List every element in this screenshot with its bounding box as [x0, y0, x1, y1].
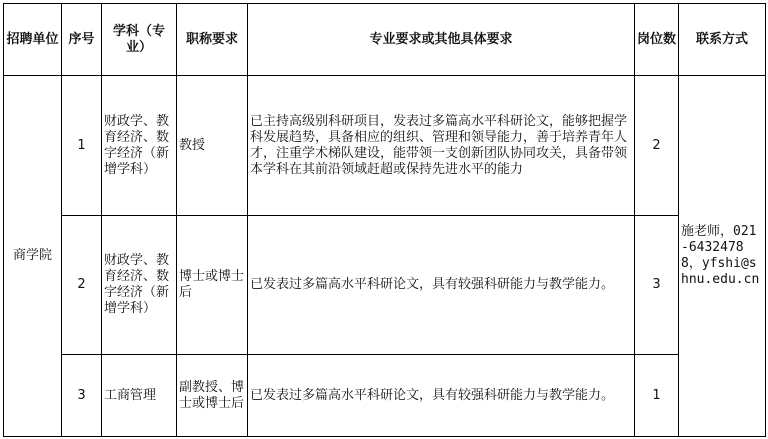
- subject-cell: 财政学、教育经济、数字经济（新增学科）: [102, 76, 177, 216]
- title-cell: 博士或博士后: [177, 216, 248, 355]
- seq-cell: 1: [62, 76, 102, 216]
- header-subject: 学科（专业）: [102, 4, 177, 76]
- header-title: 职称要求: [177, 4, 248, 76]
- header-positions: 岗位数: [635, 4, 679, 76]
- recruitment-table: [3, 3, 766, 437]
- subject-cell: 财政学、教育经济、数字经济（新增学科）: [102, 216, 177, 355]
- table-row: [4, 216, 766, 355]
- subject-cell: 工商管理: [102, 355, 177, 437]
- title-cell: 教授: [177, 76, 248, 216]
- unit-cell: 商学院: [4, 76, 62, 437]
- seq-cell: 3: [62, 355, 102, 437]
- requirements-cell: 已主持高级别科研项目，发表过多篇高水平科研论文，能够把握学科发展趋势，具备相应的组织、管理和领导能力，善于培养青年人才，注重学术梯队建设，能带领一支创新团队协同攻关，具备带领本学科在其前沿领域赶超或保持先进水平的能力: [248, 76, 635, 216]
- header-requirements: 专业要求或其他具体要求: [248, 4, 635, 76]
- positions-cell: 1: [635, 355, 679, 437]
- seq-cell: 2: [62, 216, 102, 355]
- header-unit: 招聘单位: [4, 4, 62, 76]
- title-cell: 副教授、博士或博士后: [177, 355, 248, 437]
- header-row: [4, 4, 766, 76]
- table-row: [4, 76, 766, 216]
- header-contact: 联系方式: [679, 4, 766, 76]
- requirements-cell: 已发表过多篇高水平科研论文，具有较强科研能力与教学能力。: [248, 216, 635, 355]
- requirements-cell: 已发表过多篇高水平科研论文，具有较强科研能力与教学能力。: [248, 355, 635, 437]
- header-seq: 序号: [62, 4, 102, 76]
- contact-cell: 施老师，021-64324788，yfshi@shnu.edu.cn: [679, 76, 766, 437]
- table-row: [4, 355, 766, 437]
- positions-cell: 2: [635, 76, 679, 216]
- positions-cell: 3: [635, 216, 679, 355]
